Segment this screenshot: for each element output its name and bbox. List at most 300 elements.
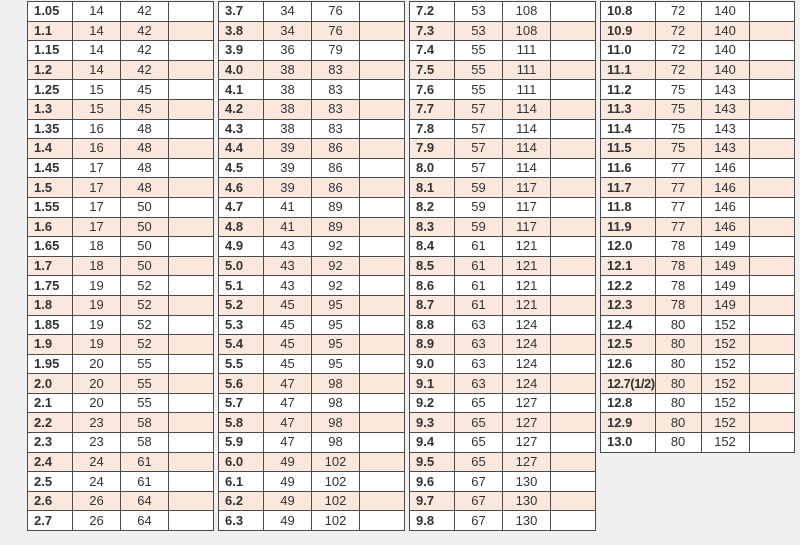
- value-cell-b: 152: [701, 315, 749, 335]
- value-cell-a: 39: [264, 178, 312, 198]
- value-cell-a: 63: [455, 315, 503, 335]
- value-cell-b: 48: [121, 139, 169, 159]
- table-row: [219, 2, 405, 22]
- value-cell-a: 61: [455, 256, 503, 276]
- value-cell-b: 121: [503, 295, 551, 315]
- size-cell: 1.6: [28, 217, 73, 237]
- value-cell-a: 72: [655, 2, 701, 22]
- empty-cell: [551, 99, 596, 119]
- table-row: [28, 41, 214, 61]
- value-cell-a: 34: [264, 21, 312, 41]
- table-row: [410, 491, 596, 511]
- size-cell: 5.9: [219, 433, 264, 453]
- empty-cell: [749, 217, 794, 237]
- value-cell-b: 64: [121, 511, 169, 531]
- empty-cell: [749, 41, 794, 61]
- table-row: [601, 158, 795, 178]
- empty-cell: [551, 80, 596, 100]
- size-cell: 5.8: [219, 413, 264, 433]
- table-row: [28, 472, 214, 492]
- value-cell-b: 95: [312, 315, 360, 335]
- size-cell: 12.1: [601, 256, 656, 276]
- table-row: [410, 452, 596, 472]
- size-cell: 11.4: [601, 119, 656, 139]
- size-cell: 7.4: [410, 41, 455, 61]
- value-cell-b: 111: [503, 60, 551, 80]
- value-cell-a: 45: [264, 335, 312, 355]
- table-row: [601, 374, 795, 394]
- value-cell-b: 55: [121, 354, 169, 374]
- table-row: [219, 178, 405, 198]
- empty-cell: [551, 511, 596, 531]
- size-cell: 1.7: [28, 256, 73, 276]
- value-cell-a: 16: [73, 139, 121, 159]
- value-cell-b: 95: [312, 295, 360, 315]
- size-cell: 13.0: [601, 433, 656, 453]
- value-cell-a: 39: [264, 139, 312, 159]
- value-cell-a: 15: [73, 99, 121, 119]
- table-row: [219, 452, 405, 472]
- size-cell: 8.1: [410, 178, 455, 198]
- size-cell: 1.9: [28, 335, 73, 355]
- value-cell-a: 63: [455, 374, 503, 394]
- value-cell-b: 42: [121, 60, 169, 80]
- table-row: [28, 276, 214, 296]
- size-cell: 1.3: [28, 99, 73, 119]
- size-cell: 2.5: [28, 472, 73, 492]
- empty-cell: [749, 433, 794, 453]
- value-cell-b: 114: [503, 158, 551, 178]
- empty-cell: [749, 354, 794, 374]
- value-cell-b: 140: [701, 41, 749, 61]
- value-cell-b: 98: [312, 413, 360, 433]
- table-row: [28, 335, 214, 355]
- size-cell: 6.1: [219, 472, 264, 492]
- value-cell-a: 57: [455, 119, 503, 139]
- value-cell-b: 89: [312, 197, 360, 217]
- value-cell-b: 92: [312, 237, 360, 257]
- value-cell-b: 42: [121, 41, 169, 61]
- value-cell-a: 41: [264, 217, 312, 237]
- value-cell-a: 47: [264, 413, 312, 433]
- table-row: [410, 158, 596, 178]
- table-row: [219, 472, 405, 492]
- value-cell-b: 140: [701, 21, 749, 41]
- value-cell-a: 67: [455, 511, 503, 531]
- value-cell-a: 49: [264, 452, 312, 472]
- size-cell: 7.3: [410, 21, 455, 41]
- value-cell-b: 83: [312, 60, 360, 80]
- size-cell: 5.0: [219, 256, 264, 276]
- value-cell-b: 146: [701, 197, 749, 217]
- value-cell-a: 57: [455, 139, 503, 159]
- value-cell-a: 17: [73, 197, 121, 217]
- value-cell-b: 89: [312, 217, 360, 237]
- size-cell: 12.3: [601, 295, 656, 315]
- table-row: [219, 158, 405, 178]
- value-cell-a: 75: [655, 139, 701, 159]
- table-row: [28, 21, 214, 41]
- value-cell-a: 75: [655, 119, 701, 139]
- empty-cell: [360, 80, 405, 100]
- value-cell-b: 52: [121, 335, 169, 355]
- value-cell-a: 24: [73, 452, 121, 472]
- value-cell-a: 34: [264, 2, 312, 22]
- value-cell-b: 86: [312, 178, 360, 198]
- size-cell: 5.2: [219, 295, 264, 315]
- value-cell-a: 75: [655, 99, 701, 119]
- value-cell-b: 48: [121, 178, 169, 198]
- empty-cell: [749, 158, 794, 178]
- table-row: [601, 80, 795, 100]
- table-row: [410, 295, 596, 315]
- value-cell-b: 149: [701, 256, 749, 276]
- empty-cell: [169, 197, 214, 217]
- value-cell-b: 48: [121, 119, 169, 139]
- size-cell: 2.4: [28, 452, 73, 472]
- empty-cell: [169, 354, 214, 374]
- value-cell-a: 72: [655, 60, 701, 80]
- empty-cell: [360, 354, 405, 374]
- value-cell-a: 65: [455, 393, 503, 413]
- table-row: [601, 119, 795, 139]
- value-cell-b: 58: [121, 433, 169, 453]
- size-cell: 6.0: [219, 452, 264, 472]
- table-row: [410, 276, 596, 296]
- empty-cell: [749, 80, 794, 100]
- value-cell-b: 152: [701, 433, 749, 453]
- empty-cell: [749, 237, 794, 257]
- empty-cell: [360, 60, 405, 80]
- table-row: [28, 413, 214, 433]
- table-row: [219, 139, 405, 159]
- value-cell-b: 143: [701, 99, 749, 119]
- empty-cell: [169, 511, 214, 531]
- empty-cell: [551, 178, 596, 198]
- value-cell-a: 65: [455, 452, 503, 472]
- value-cell-a: 77: [655, 158, 701, 178]
- value-cell-a: 14: [73, 41, 121, 61]
- value-cell-a: 57: [455, 158, 503, 178]
- value-cell-b: 117: [503, 178, 551, 198]
- table-row: [219, 511, 405, 531]
- empty-cell: [551, 315, 596, 335]
- value-cell-b: 86: [312, 139, 360, 159]
- value-cell-a: 23: [73, 433, 121, 453]
- table-row: [410, 99, 596, 119]
- table-row: [28, 433, 214, 453]
- size-cell: 2.0: [28, 374, 73, 394]
- value-cell-a: 55: [455, 80, 503, 100]
- empty-cell: [551, 139, 596, 159]
- size-cell: 4.0: [219, 60, 264, 80]
- empty-cell: [360, 295, 405, 315]
- table-row: [28, 393, 214, 413]
- size-cell: 2.2: [28, 413, 73, 433]
- empty-cell: [551, 374, 596, 394]
- size-cell: 2.1: [28, 393, 73, 413]
- table-row: [410, 139, 596, 159]
- empty-cell: [551, 217, 596, 237]
- table-row: [601, 413, 795, 433]
- value-cell-a: 80: [655, 335, 701, 355]
- table-row: [601, 393, 795, 413]
- value-cell-b: 152: [701, 413, 749, 433]
- size-cell: 6.2: [219, 491, 264, 511]
- size-cell: 11.3: [601, 99, 656, 119]
- table-row: [410, 217, 596, 237]
- value-cell-a: 47: [264, 433, 312, 453]
- table-row: [410, 472, 596, 492]
- empty-cell: [360, 119, 405, 139]
- value-cell-a: 77: [655, 217, 701, 237]
- size-cell: 4.5: [219, 158, 264, 178]
- value-cell-b: 140: [701, 2, 749, 22]
- table-row: [601, 60, 795, 80]
- value-cell-b: 55: [121, 374, 169, 394]
- value-cell-b: 50: [121, 237, 169, 257]
- empty-cell: [551, 295, 596, 315]
- size-cell: 8.9: [410, 335, 455, 355]
- empty-cell: [551, 2, 596, 22]
- value-cell-b: 149: [701, 276, 749, 296]
- value-cell-a: 43: [264, 276, 312, 296]
- empty-cell: [749, 60, 794, 80]
- value-cell-b: 55: [121, 393, 169, 413]
- value-cell-b: 146: [701, 158, 749, 178]
- value-cell-a: 16: [73, 119, 121, 139]
- size-cell: 10.9: [601, 21, 656, 41]
- empty-cell: [749, 295, 794, 315]
- value-cell-b: 121: [503, 237, 551, 257]
- size-cell: 8.2: [410, 197, 455, 217]
- size-cell: 9.3: [410, 413, 455, 433]
- table-row: [28, 354, 214, 374]
- size-cell: 5.5: [219, 354, 264, 374]
- value-cell-a: 78: [655, 295, 701, 315]
- value-cell-b: 98: [312, 433, 360, 453]
- value-cell-b: 124: [503, 335, 551, 355]
- value-cell-b: 98: [312, 374, 360, 394]
- value-cell-b: 98: [312, 393, 360, 413]
- value-cell-b: 140: [701, 60, 749, 80]
- empty-cell: [551, 256, 596, 276]
- value-cell-b: 102: [312, 452, 360, 472]
- value-cell-b: 76: [312, 2, 360, 22]
- value-cell-b: 127: [503, 413, 551, 433]
- value-cell-a: 61: [455, 276, 503, 296]
- size-cell: 12.0: [601, 237, 656, 257]
- value-cell-b: 92: [312, 256, 360, 276]
- size-cell: 11.2: [601, 80, 656, 100]
- empty-cell: [749, 374, 794, 394]
- table-row: [601, 335, 795, 355]
- size-cell: 9.8: [410, 511, 455, 531]
- size-cell: 1.1: [28, 21, 73, 41]
- empty-cell: [551, 393, 596, 413]
- empty-cell: [551, 276, 596, 296]
- table-row: [410, 60, 596, 80]
- table-row: [28, 2, 214, 22]
- value-cell-a: 45: [264, 295, 312, 315]
- empty-cell: [551, 413, 596, 433]
- value-cell-b: 83: [312, 80, 360, 100]
- value-cell-a: 20: [73, 393, 121, 413]
- empty-cell: [551, 335, 596, 355]
- value-cell-b: 149: [701, 237, 749, 257]
- value-cell-b: 124: [503, 374, 551, 394]
- value-cell-a: 43: [264, 237, 312, 257]
- table-row: [219, 197, 405, 217]
- empty-cell: [169, 374, 214, 394]
- empty-cell: [551, 60, 596, 80]
- empty-cell: [169, 452, 214, 472]
- value-cell-b: 146: [701, 178, 749, 198]
- value-cell-a: 63: [455, 335, 503, 355]
- value-cell-b: 50: [121, 256, 169, 276]
- value-cell-a: 47: [264, 393, 312, 413]
- empty-cell: [551, 491, 596, 511]
- size-cell: 1.45: [28, 158, 73, 178]
- empty-cell: [169, 178, 214, 198]
- value-cell-a: 75: [655, 80, 701, 100]
- value-cell-b: 61: [121, 452, 169, 472]
- value-cell-a: 45: [264, 315, 312, 335]
- table-row: [28, 158, 214, 178]
- size-cell: 7.7: [410, 99, 455, 119]
- size-cell: 1.15: [28, 41, 73, 61]
- value-cell-a: 17: [73, 178, 121, 198]
- empty-cell: [551, 119, 596, 139]
- table-row: [28, 295, 214, 315]
- size-cell: 1.35: [28, 119, 73, 139]
- empty-cell: [360, 393, 405, 413]
- size-table-2: [218, 1, 405, 531]
- size-cell: 1.95: [28, 354, 73, 374]
- empty-cell: [551, 452, 596, 472]
- value-cell-a: 53: [455, 2, 503, 22]
- table-row: [410, 413, 596, 433]
- table-row: [219, 217, 405, 237]
- value-cell-b: 143: [701, 80, 749, 100]
- empty-cell: [360, 472, 405, 492]
- empty-cell: [360, 256, 405, 276]
- table-row: [601, 41, 795, 61]
- table-row: [601, 217, 795, 237]
- table-row: [28, 315, 214, 335]
- size-cell: 1.2: [28, 60, 73, 80]
- value-cell-b: 130: [503, 511, 551, 531]
- value-cell-a: 49: [264, 491, 312, 511]
- table-row: [219, 354, 405, 374]
- size-cell: 7.8: [410, 119, 455, 139]
- value-cell-a: 80: [655, 413, 701, 433]
- size-cell: 9.4: [410, 433, 455, 453]
- value-cell-b: 121: [503, 256, 551, 276]
- table-row: [28, 452, 214, 472]
- size-table-1: [27, 1, 214, 531]
- value-cell-a: 14: [73, 2, 121, 22]
- table-row: [410, 80, 596, 100]
- table-row: [601, 276, 795, 296]
- table-row: [28, 178, 214, 198]
- size-cell: 1.85: [28, 315, 73, 335]
- value-cell-b: 52: [121, 276, 169, 296]
- size-cell: 8.5: [410, 256, 455, 276]
- value-cell-a: 67: [455, 491, 503, 511]
- value-cell-b: 108: [503, 21, 551, 41]
- table-row: [410, 237, 596, 257]
- table-row: [410, 393, 596, 413]
- value-cell-b: 117: [503, 197, 551, 217]
- value-cell-a: 38: [264, 80, 312, 100]
- empty-cell: [749, 2, 794, 22]
- empty-cell: [360, 452, 405, 472]
- table-row: [28, 511, 214, 531]
- value-cell-b: 50: [121, 197, 169, 217]
- value-cell-a: 80: [655, 315, 701, 335]
- empty-cell: [360, 335, 405, 355]
- empty-cell: [749, 413, 794, 433]
- value-cell-b: 130: [503, 472, 551, 492]
- value-cell-a: 59: [455, 197, 503, 217]
- value-cell-a: 26: [73, 491, 121, 511]
- value-cell-a: 47: [264, 374, 312, 394]
- value-cell-a: 18: [73, 237, 121, 257]
- table-row: [410, 335, 596, 355]
- empty-cell: [360, 21, 405, 41]
- size-cell: 5.6: [219, 374, 264, 394]
- size-cell: 1.4: [28, 139, 73, 159]
- empty-cell: [169, 413, 214, 433]
- value-cell-b: 152: [701, 393, 749, 413]
- size-cell: 9.7: [410, 491, 455, 511]
- value-cell-a: 45: [264, 354, 312, 374]
- value-cell-a: 49: [264, 511, 312, 531]
- empty-cell: [749, 119, 794, 139]
- empty-cell: [749, 276, 794, 296]
- value-cell-b: 114: [503, 99, 551, 119]
- table-row: [219, 237, 405, 257]
- value-cell-b: 83: [312, 99, 360, 119]
- empty-cell: [360, 511, 405, 531]
- value-cell-b: 127: [503, 433, 551, 453]
- value-cell-a: 59: [455, 217, 503, 237]
- table-row: [28, 237, 214, 257]
- empty-cell: [360, 237, 405, 257]
- value-cell-a: 14: [73, 21, 121, 41]
- value-cell-b: 143: [701, 119, 749, 139]
- empty-cell: [551, 158, 596, 178]
- value-cell-b: 124: [503, 354, 551, 374]
- table-row: [219, 413, 405, 433]
- size-cell: 6.3: [219, 511, 264, 531]
- size-cell: 11.6: [601, 158, 656, 178]
- table-row: [28, 80, 214, 100]
- value-cell-b: 42: [121, 21, 169, 41]
- empty-cell: [360, 491, 405, 511]
- value-cell-b: 76: [312, 21, 360, 41]
- empty-cell: [169, 99, 214, 119]
- size-cell: 1.5: [28, 178, 73, 198]
- value-cell-b: 130: [503, 491, 551, 511]
- value-cell-b: 127: [503, 452, 551, 472]
- empty-cell: [169, 393, 214, 413]
- empty-cell: [169, 2, 214, 22]
- table-row: [28, 374, 214, 394]
- empty-cell: [169, 139, 214, 159]
- value-cell-a: 18: [73, 256, 121, 276]
